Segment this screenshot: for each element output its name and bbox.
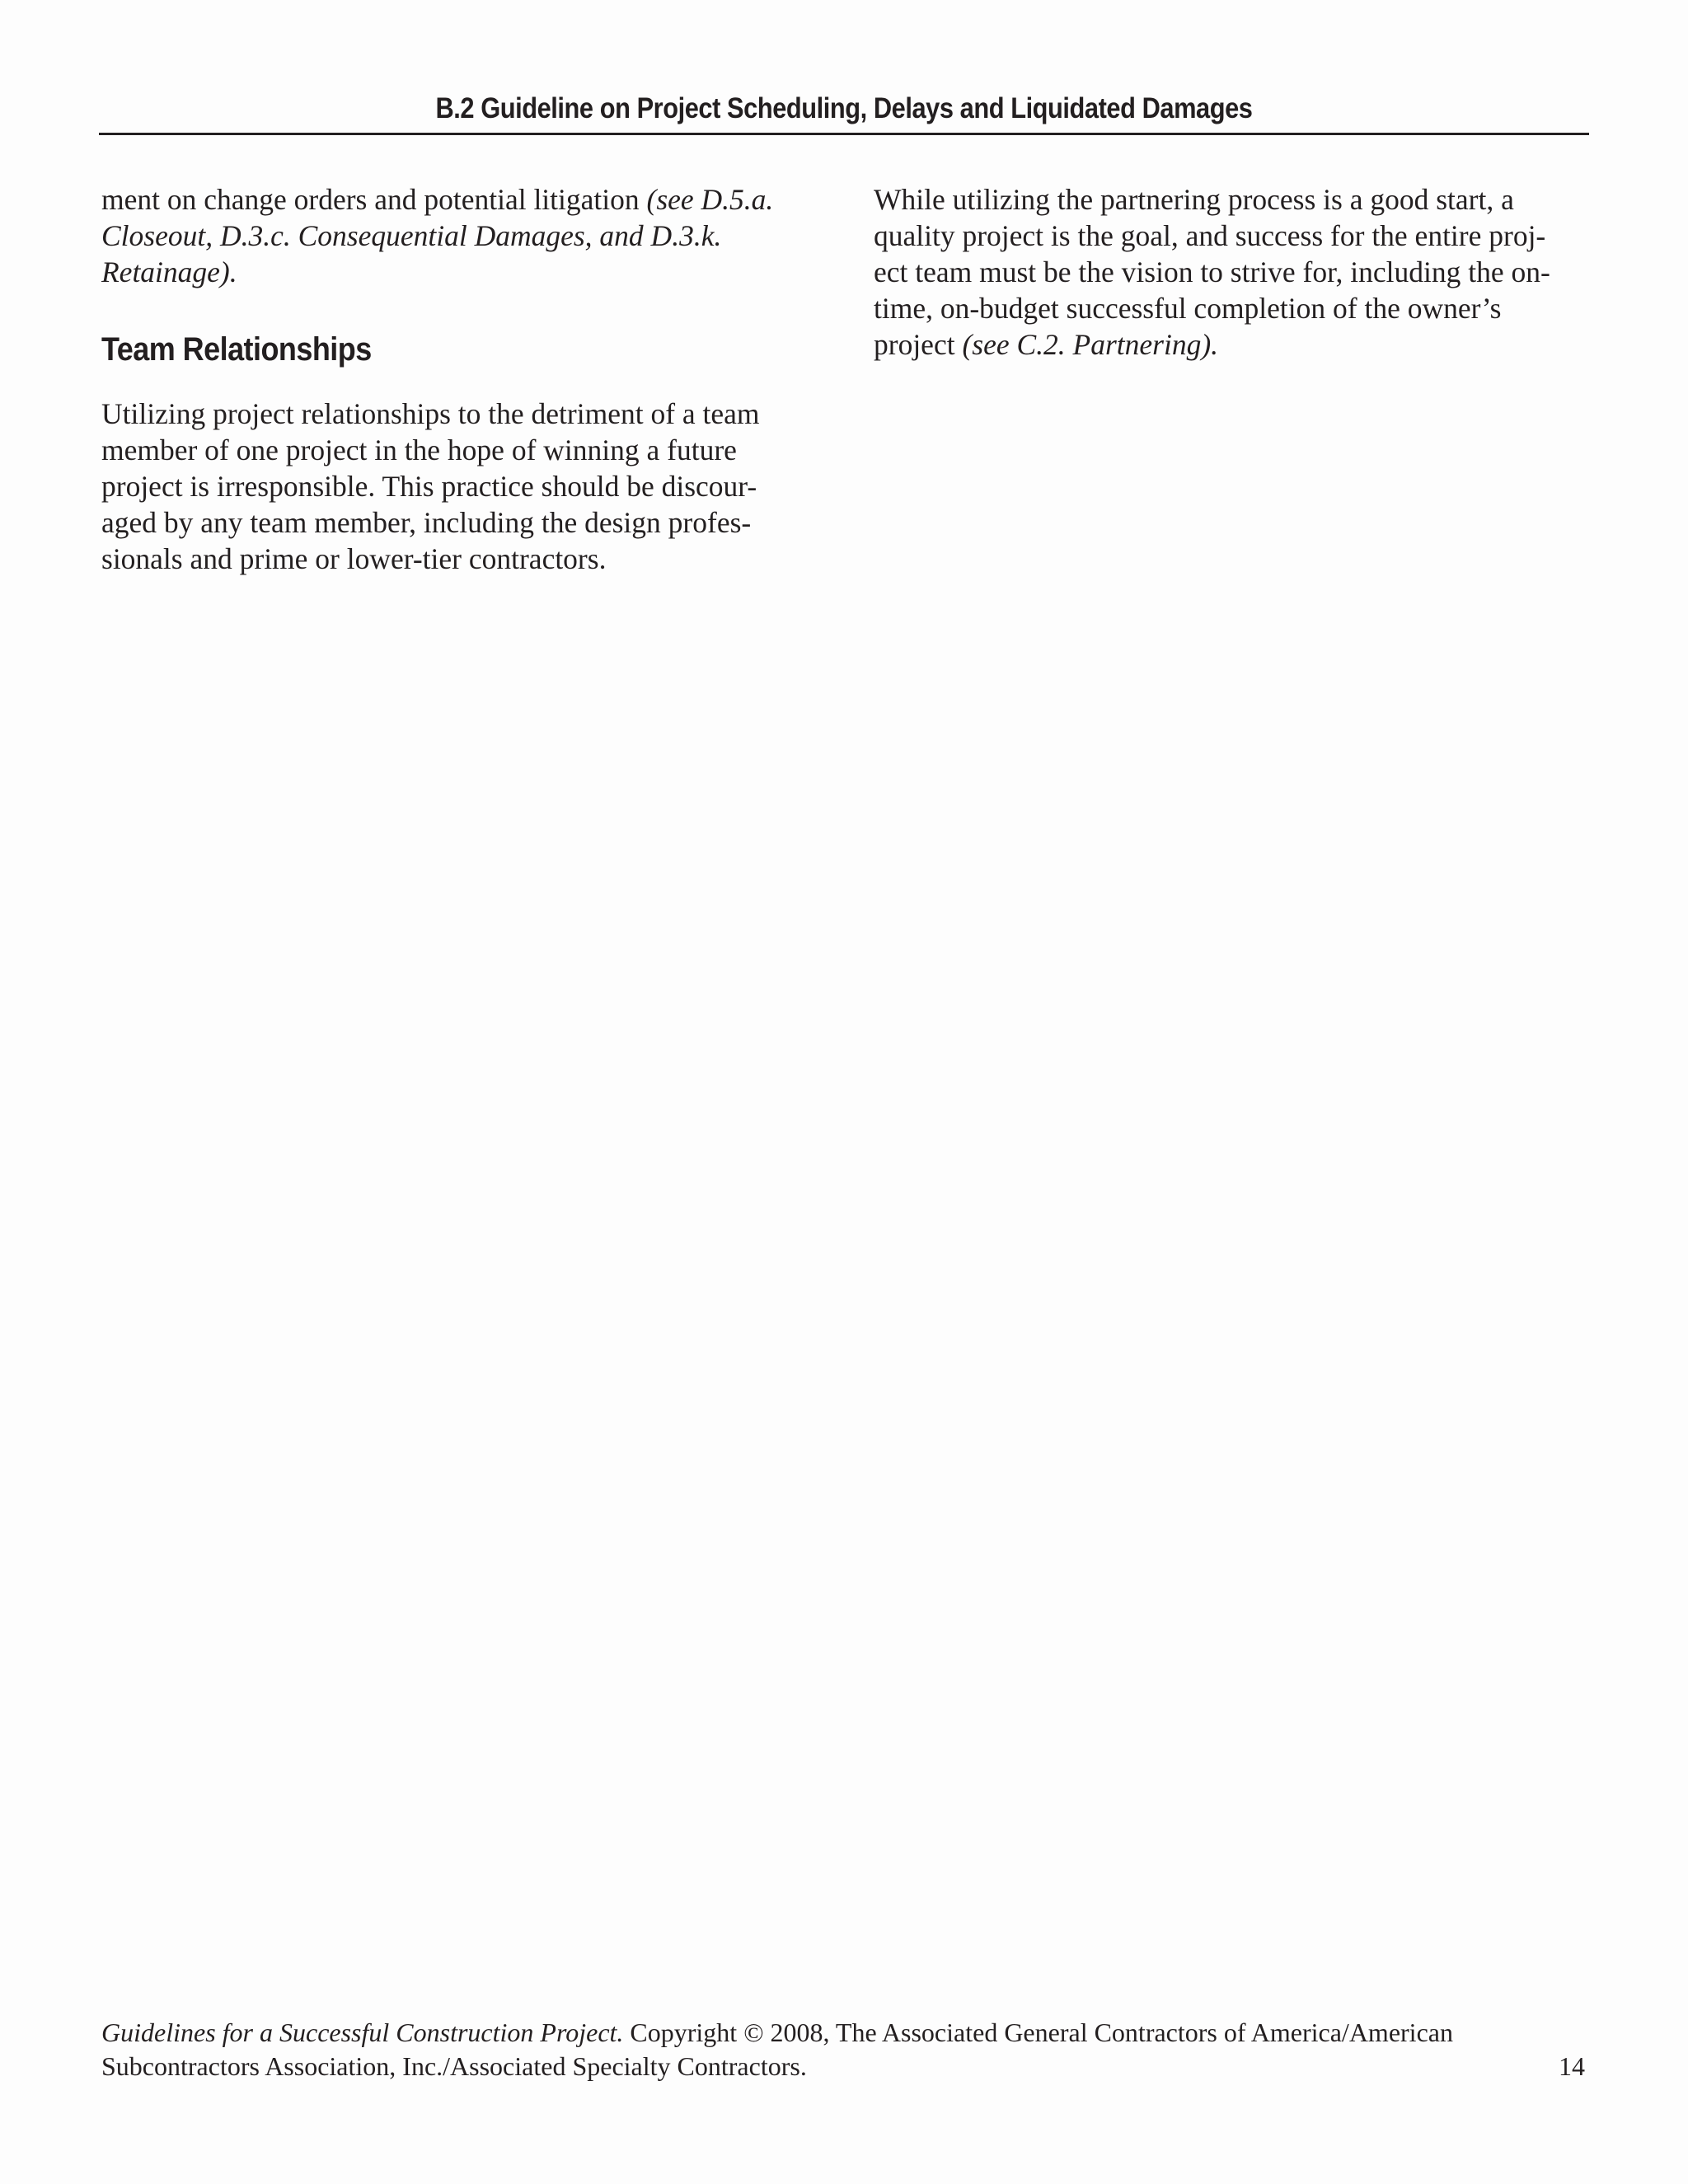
running-header: B.2 Guideline on Project Scheduling, Delays and Liquidated Damages: [435, 92, 1253, 124]
text-line: member of one project in the hope of winning a future: [101, 434, 737, 466]
partnering-paragraph: [874, 181, 1591, 363]
team-relationships-paragraph: [101, 396, 827, 577]
text-line: Closeout, D.3.c. Consequential Damages, and D.3.k.: [101, 219, 722, 252]
text-line: Retainage).: [101, 255, 237, 288]
page-footer: [101, 2016, 1585, 2083]
text-line: While utilizing the partnering process is a good start, a: [874, 183, 1514, 216]
footer-line: Subcontractors Association, Inc./Associated Specialty Contractors.: [101, 2051, 807, 2081]
text-line: time, on-budget successful completion of the owner’s: [874, 292, 1502, 325]
text-line: quality project is the goal, and success for the entire proj-: [874, 219, 1546, 252]
header-rule: [99, 133, 1589, 135]
text-line: project is irresponsible. This practice should be discour-: [101, 470, 757, 503]
text-line: ment on change orders and potential litigation (see D.5.a.: [101, 183, 774, 216]
text-line: sionals and prime or lower-tier contractors.: [101, 542, 607, 575]
text-line: project (see C.2. Partnering).: [874, 328, 1219, 361]
intro-text: [101, 181, 827, 290]
right-column: [874, 181, 1591, 363]
book-title: Guidelines for a Successful Construction Project.: [101, 2018, 624, 2047]
left-column: [101, 181, 827, 577]
page-number: 14: [1559, 2051, 1585, 2081]
footer-line: [101, 2016, 1585, 2050]
text-line: aged by any team member, including the design profes-: [101, 506, 752, 539]
section-heading: Team Relationships: [101, 331, 372, 368]
text-line: ect team must be the vision to strive for, including the on-: [874, 255, 1550, 288]
copyright-text: Copyright © 2008, The Associated General Contractors of America/American: [623, 2018, 1453, 2047]
text-line: Utilizing project relationships to the detriment of a team: [101, 397, 760, 430]
